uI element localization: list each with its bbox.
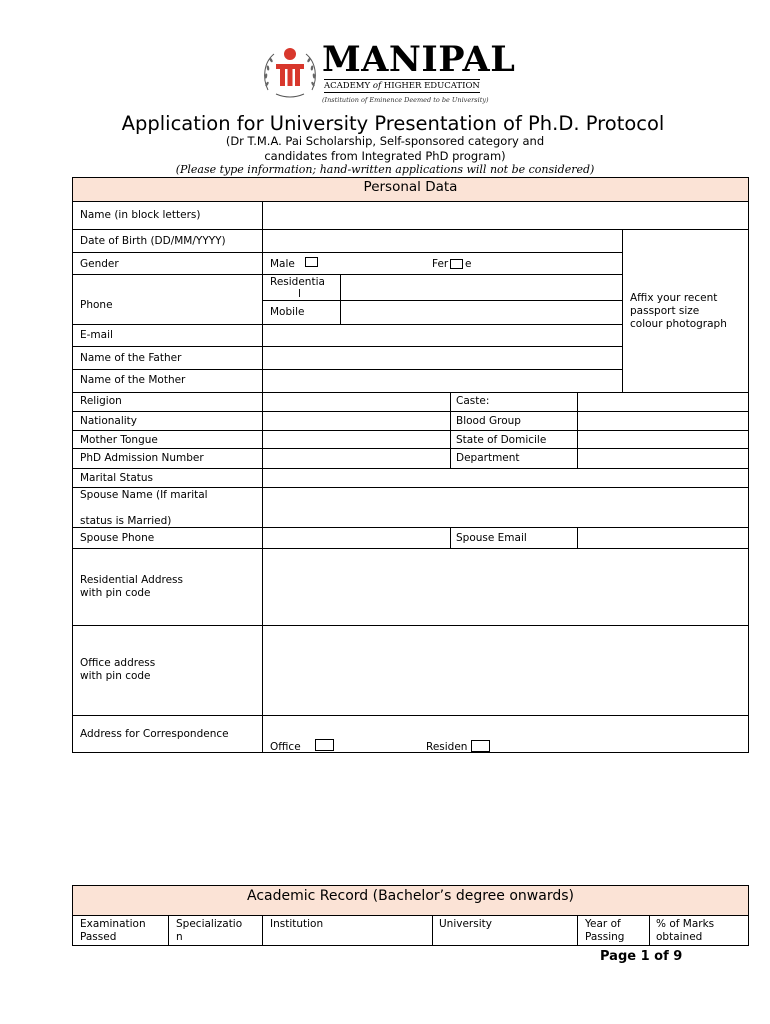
logo-name: MANIPAL: [322, 39, 516, 80]
department-label: Department: [456, 452, 520, 464]
page-number: Page 1 of 9: [600, 949, 683, 964]
phd-admission-number-label: PhD Admission Number: [80, 452, 204, 464]
gender-label: Gender: [80, 258, 119, 270]
mother-tongue-label: Mother Tongue: [80, 434, 158, 446]
spouse-name-label-a: Spouse Name (If marital: [80, 489, 208, 501]
office-checkbox[interactable]: [315, 739, 334, 751]
male-option-label: Male: [270, 258, 295, 270]
office-address-label-b: with pin code: [80, 670, 151, 682]
col-examination-b: Passed: [80, 931, 117, 943]
photo-instruction-line-2: passport size: [630, 305, 700, 317]
manipal-logo-emblem: [262, 44, 318, 102]
col-marks-a: % of Marks: [656, 918, 715, 930]
religion-label: Religion: [80, 395, 122, 407]
mobile-phone-label: Mobile: [270, 306, 305, 318]
residential-phone-label-a: Residentia: [270, 276, 325, 288]
nationality-label: Nationality: [80, 415, 138, 427]
spouse-phone-label: Spouse Phone: [80, 532, 155, 544]
col-university: University: [439, 918, 492, 930]
father-name-label: Name of the Father: [80, 352, 182, 364]
col-year-a: Year of: [585, 918, 621, 930]
correspondence-address-label: Address for Correspondence: [80, 728, 229, 740]
photo-instruction-line-3: colour photograph: [630, 318, 727, 330]
logo-subtitle-of: of: [372, 81, 382, 91]
female-checkbox[interactable]: [450, 259, 463, 269]
col-examination-a: Examination: [80, 918, 146, 930]
col-specialization-b: n: [176, 931, 183, 943]
typing-note: (Please type information; hand-written applications will not be considered): [175, 163, 595, 176]
subtitle-line-1: (Dr T.M.A. Pai Scholarship, Self-sponsored category and: [225, 134, 545, 148]
photo-instruction-line-1: Affix your recent: [630, 292, 718, 304]
marital-status-label: Marital Status: [80, 472, 153, 484]
blood-group-label: Blood Group: [456, 415, 521, 427]
office-address-label-a: Office address: [80, 657, 156, 669]
personal-data-title: Personal Data: [363, 179, 458, 195]
page-title: Application for University Presentation of Ph.D. Protocol: [121, 112, 665, 135]
logo-subtitle: [324, 79, 480, 93]
gender-row-bottom: [72, 274, 622, 275]
logo-tagline: (Institution of Eminence Deemed to be University): [322, 96, 489, 104]
female-option-label-b: e: [465, 258, 472, 270]
office-option-label: Office: [270, 741, 301, 753]
spouse-name-label-b: status is Married): [80, 515, 172, 527]
academic-record-title: Academic Record (Bachelor’s degree onwards): [247, 888, 574, 904]
email-label: E-mail: [80, 329, 113, 341]
male-checkbox[interactable]: [305, 257, 318, 267]
logo-subtitle-part1: ACADEMY: [324, 81, 371, 91]
name-label: Name (in block letters): [80, 209, 201, 221]
phone-label: Phone: [80, 299, 113, 311]
residence-option-label: Residen: [426, 741, 468, 753]
col-marks-b: obtained: [656, 931, 703, 943]
residential-address-label-b: with pin code: [80, 587, 151, 599]
caste-label: Caste:: [456, 395, 490, 407]
col-specialization-a: Specializatio: [176, 918, 243, 930]
spouse-email-label: Spouse Email: [456, 532, 527, 544]
mother-name-label: Name of the Mother: [80, 374, 186, 386]
residence-checkbox[interactable]: [471, 740, 490, 752]
female-option-label-a: Fer: [432, 258, 449, 270]
logo-subtitle-part2: HIGHER EDUCATION: [383, 81, 480, 91]
subtitle-line-2: candidates from Integrated PhD program): [264, 149, 506, 163]
personal-data-table: [72, 177, 749, 753]
col-year-b: Passing: [585, 931, 625, 943]
residential-phone-label-b: l: [298, 288, 301, 300]
residential-address-label-a: Residential Address: [80, 574, 183, 586]
col-institution: Institution: [270, 918, 324, 930]
dob-label: Date of Birth (DD/MM/YYYY): [80, 235, 226, 247]
state-of-domicile-label: State of Domicile: [456, 434, 547, 446]
